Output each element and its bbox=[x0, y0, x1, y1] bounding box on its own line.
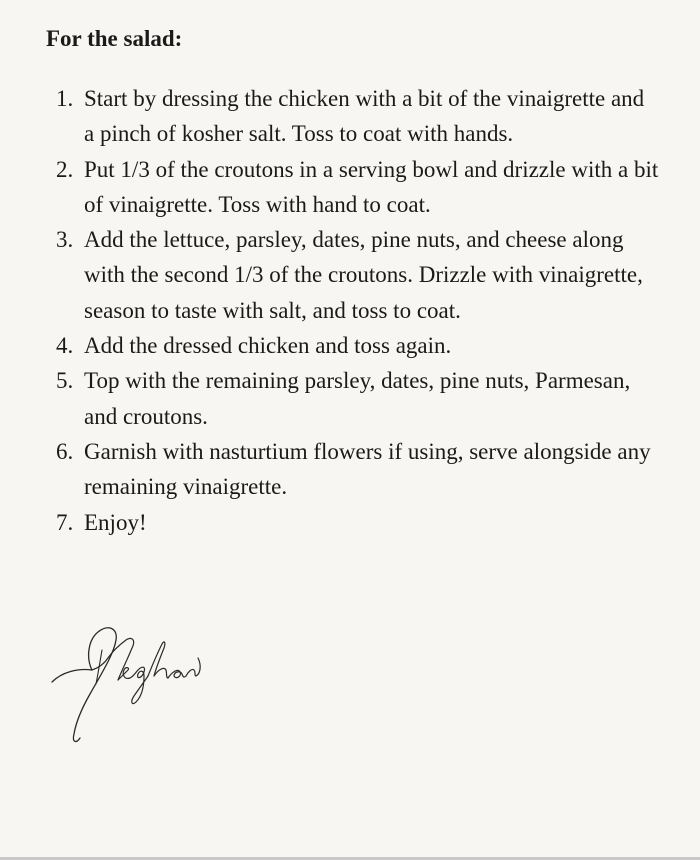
step-number: 5. bbox=[56, 368, 74, 394]
step-number: 3. bbox=[56, 227, 74, 253]
instruction-step bbox=[0, 505, 700, 540]
instruction-step bbox=[0, 81, 700, 152]
signature-meghan bbox=[38, 610, 208, 750]
instruction-step bbox=[0, 328, 700, 363]
step-text: Top with the remaining parsley, dates, pine nuts, Parmesan, and croutons. bbox=[84, 368, 631, 429]
step-text: Add the lettuce, parsley, dates, pine nuts, and cheese along with the second 1/3 of the croutons. Drizzle with vinaigrette, season to taste with salt, and toss to coat. bbox=[84, 227, 643, 323]
step-number: 1. bbox=[56, 86, 74, 111]
step-number: 4. bbox=[56, 333, 74, 359]
step-text: Start by dressing the chicken with a bit of the vinaigrette and a pinch of kosher salt. Toss to coat with hands. bbox=[84, 86, 645, 147]
section-title: For the salad: bbox=[46, 26, 183, 51]
step-number: 2. bbox=[56, 156, 74, 182]
step-text: Enjoy! bbox=[84, 509, 147, 535]
instruction-step bbox=[0, 152, 700, 223]
instructions-list bbox=[0, 81, 700, 540]
step-text: Put 1/3 of the croutons in a serving bowl and drizzle with a bit of vinaigrette. Toss with hand to coat. bbox=[84, 156, 659, 217]
signature-strokes bbox=[52, 628, 200, 742]
step-text: Garnish with nasturtium flowers if using, serve alongside any remaining vinaigrette. bbox=[84, 438, 651, 500]
step-text: Add the dressed chicken and toss again. bbox=[84, 333, 452, 359]
step-number: 7. bbox=[56, 509, 74, 535]
instruction-step bbox=[0, 222, 700, 328]
step-number: 6. bbox=[56, 438, 74, 464]
instruction-step bbox=[0, 434, 700, 505]
instruction-step bbox=[0, 363, 700, 434]
